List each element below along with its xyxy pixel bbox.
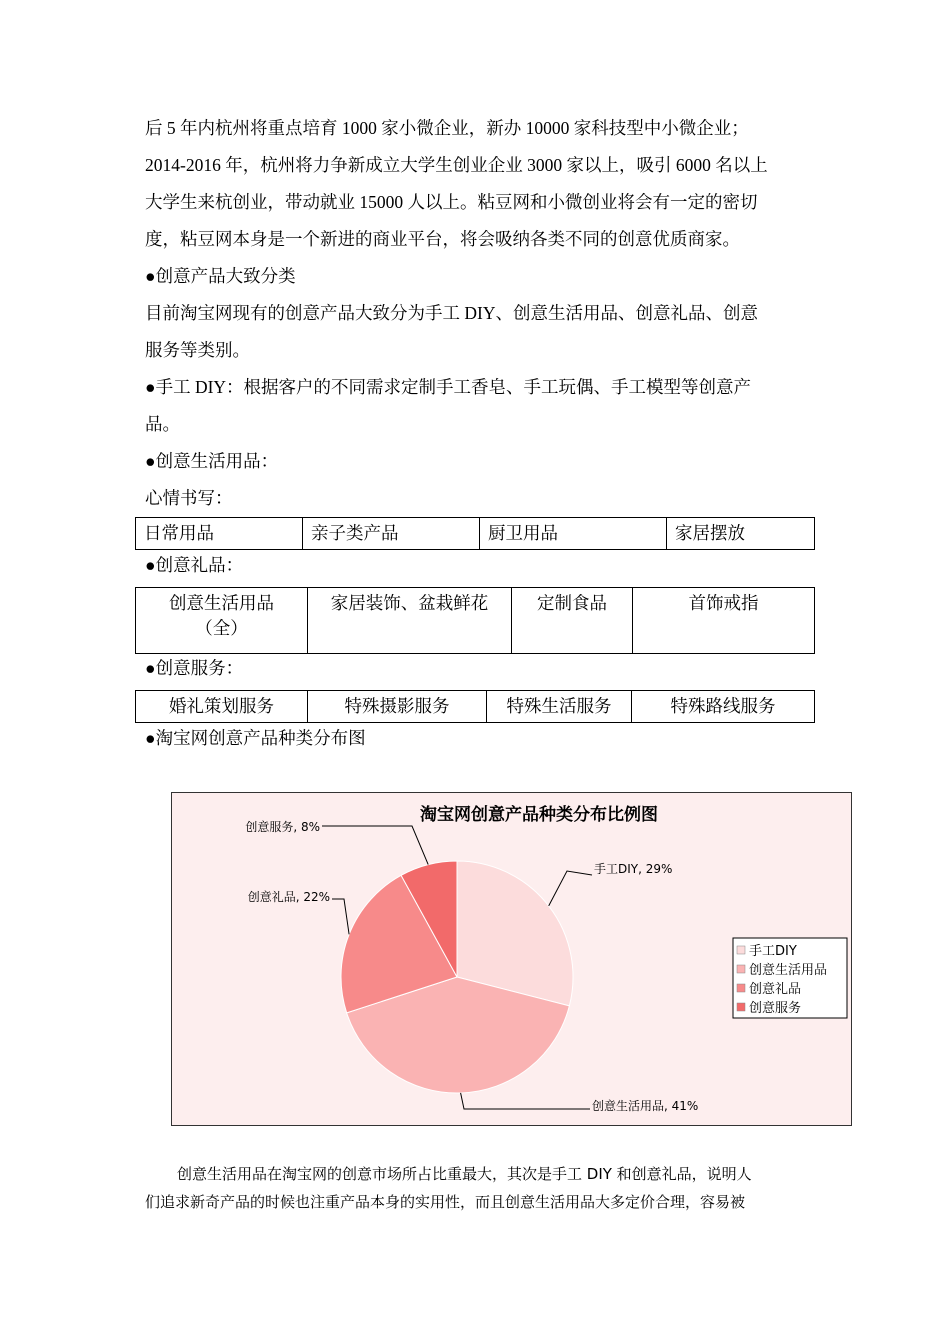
- legend-label: 手工DIY: [749, 944, 797, 959]
- legend-swatch: [737, 946, 745, 954]
- table-cell: 特殊路线服务: [632, 691, 815, 723]
- legend-swatch: [737, 984, 745, 992]
- table-cell: 定制食品: [512, 588, 633, 654]
- pie-chart-canvas: [172, 793, 851, 1125]
- legend-swatch: [737, 965, 745, 973]
- legend-label: 创意服务: [749, 1001, 802, 1016]
- leader-line: [461, 1093, 590, 1109]
- paragraph-line: 大学生来杭创业，带动就业 15000 人以上。粘豆网和小微创业将会有一定的密切: [145, 192, 758, 212]
- chart-title: 淘宝网创意产品种类分布比例图: [420, 805, 658, 825]
- leader-line: [549, 871, 592, 906]
- table-cell: 日常用品: [136, 518, 303, 550]
- data-label: 创意生活用品, 41%: [592, 1099, 699, 1113]
- leader-line: [332, 899, 349, 934]
- paragraph-line: 度，粘豆网本身是一个新进的商业平台，将会吸纳各类不同的创意优质商家。: [145, 229, 740, 249]
- section-heading-service: ●创意服务：: [145, 658, 244, 678]
- table-cell: 家居装饰、盆栽鲜花: [308, 588, 512, 654]
- cell-text: （全）: [195, 618, 248, 638]
- data-label: 创意服务, 8%: [245, 820, 320, 834]
- table-cell: 家居摆放: [667, 518, 815, 550]
- diy-description: 品。: [145, 414, 180, 434]
- paragraph-line: 目前淘宝网现有的创意产品大致分为手工 DIY、创意生活用品、创意礼品、创意: [145, 303, 758, 323]
- paragraph-line: 服务等类别。: [145, 340, 250, 360]
- legend-swatch: [737, 1003, 745, 1011]
- conclusion-line: 创意生活用品在淘宝网的创意市场所占比重最大，其次是手工 DIY 和创意礼品，说明人: [177, 1165, 752, 1183]
- legend-label: 创意生活用品: [749, 963, 828, 978]
- section-heading-gift: ●创意礼品：: [145, 555, 244, 575]
- table-cell: [136, 588, 308, 654]
- data-label: 创意礼品, 22%: [247, 890, 330, 904]
- table-cell: 首饰戒指: [633, 588, 815, 654]
- table-cell: 特殊摄影服务: [308, 691, 487, 723]
- service-items-table: [135, 690, 815, 723]
- gift-items-table: [135, 587, 815, 654]
- conclusion-line: 们追求新奇产品的时候也注重产品本身的实用性，而且创意生活用品大多定价合理，容易被: [145, 1193, 746, 1211]
- paragraph-line: 后 5 年内杭州将重点培育 1000 家小微企业，新办 10000 家科技型中小微企业；: [145, 118, 749, 138]
- life-items-table: [135, 517, 815, 550]
- diy-description: ●手工 DIY：根据客户的不同需求定制手工香皂、手工玩偶、手工模型等创意产: [145, 377, 752, 397]
- table-cell: 亲子类产品: [303, 518, 480, 550]
- leader-line: [322, 826, 428, 865]
- table-cell: 婚礼策划服务: [136, 691, 308, 723]
- legend-label: 创意礼品: [749, 982, 802, 997]
- section-heading-chart: ●淘宝网创意产品种类分布图: [145, 728, 366, 748]
- pie-chart: [171, 792, 852, 1126]
- table-cell: 厨卫用品: [480, 518, 667, 550]
- table-cell: 特殊生活服务: [487, 691, 632, 723]
- data-label: 手工DIY, 29%: [594, 862, 673, 876]
- section-heading-categories: ●创意产品大致分类: [145, 266, 296, 286]
- cell-text: 创意生活用品: [169, 593, 274, 613]
- section-heading-life: ●创意生活用品：: [145, 451, 279, 471]
- mood-writing-label: 心情书写：: [145, 488, 233, 508]
- paragraph-line: 2014-2016 年，杭州将力争新成立大学生创业企业 3000 家以上，吸引 6000 名以上: [145, 155, 768, 175]
